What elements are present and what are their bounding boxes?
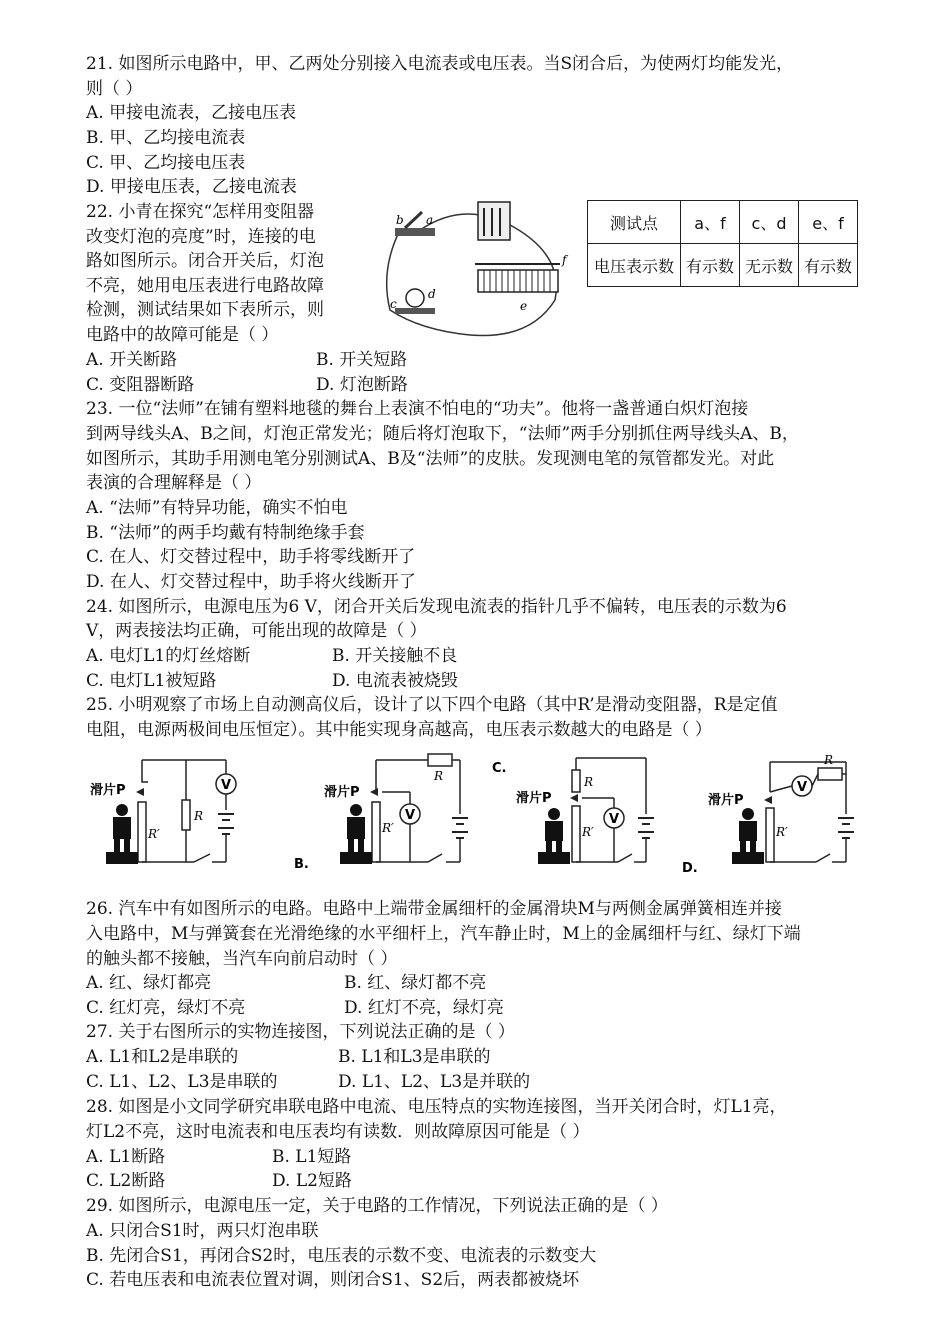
q24-stem-line2: V，两表接法均正确，可能出现的故障是（ ）	[86, 621, 427, 641]
q24-option-b: B. 开关接触不良	[332, 646, 458, 666]
table-cell: 有示数	[799, 244, 858, 287]
q29-stem-line1: 29. 如图所示，电源电压一定，关于电路的工作情况，下列说法正确的是（ ）	[86, 1196, 668, 1216]
q26-stem-line1: 26. 汽车中有如图所示的电路。电路中上端带金属细杆的金属滑块M与两侧金属弹簧相连并接	[86, 899, 782, 919]
svg-text:V: V	[797, 780, 808, 795]
q24-option-a: A. 电灯L1的灯丝熔断	[86, 646, 251, 666]
q29-option-c: C. 若电压表和电流表位置对调，则闭合S1、S2后，两表都被烧坏	[86, 1270, 580, 1290]
q28-option-c: C. L2断路	[86, 1171, 166, 1191]
q27-option-b: B. L1和L3是串联的	[338, 1047, 491, 1067]
q22-option-a: A. 开关断路	[86, 350, 178, 370]
svg-text:滑片P: 滑片P	[324, 785, 360, 800]
q23-option-a: A. “法师”有特异功能，确实不怕电	[86, 498, 348, 518]
svg-text:V: V	[405, 808, 416, 823]
q23-option-b: B. “法师”的两手均戴有特制绝缘手套	[86, 523, 365, 543]
q24-stem-line1: 24. 如图所示，电源电压为6 V，闭合开关后发现电流表的指针几乎不偏转，电压表的示数为6	[86, 597, 787, 617]
person-icon	[538, 808, 570, 864]
q28-stem-line1: 28. 如图是小文同学研究串联电路中电流、电压特点的实物连接图，当开关闭合时，灯L1亮，	[86, 1097, 787, 1117]
svg-text:R: R	[194, 809, 204, 823]
person-icon	[732, 808, 764, 864]
q24-option-d: D. 电流表被烧毁	[332, 671, 458, 691]
q25-circuit-c	[486, 752, 676, 872]
svg-text:c: c	[390, 297, 397, 311]
q22-stem-line6: 电路中的故障可能是（ ）	[86, 325, 279, 345]
q28-option-d: D. L2短路	[272, 1171, 352, 1191]
table-cell: 有示数	[681, 244, 740, 287]
q22-option-d: D. 灯泡断路	[316, 375, 408, 395]
q23-stem-line1: 23. 一位“法师”在铺有塑料地毯的舞台上表演不怕电的“功夫”。他将一盏普通白炽灯泡接	[86, 399, 749, 419]
q22-circuit-figure	[360, 190, 580, 340]
q22-option-c: C. 变阻器断路	[86, 375, 195, 395]
q22-stem-line5: 检测，测试结果如下表所示，则	[86, 300, 324, 320]
q25-circuit-d	[676, 752, 866, 876]
q22-test-table	[587, 200, 858, 287]
table-header-cell: 测试点	[588, 201, 681, 244]
table-cell: 无示数	[740, 244, 799, 287]
q21-option-c: C. 甲、乙均接电压表	[86, 153, 246, 173]
svg-text:V: V	[221, 778, 232, 793]
svg-text:B.: B.	[294, 857, 309, 872]
table-cell: 电压表示数	[588, 244, 681, 287]
q26-option-b: B. 红、绿灯都不亮	[344, 973, 487, 993]
q26-option-a: A. 红、绿灯都亮	[86, 973, 212, 993]
q23-stem-line3: 如图所示，其助手用测电笔分别测试A、B及“法师”的皮肤。发现测电笔的氖管都发光。对此	[86, 449, 775, 469]
q28-option-a: A. L1断路	[86, 1147, 166, 1167]
bulb	[406, 289, 424, 307]
q25-circuit-a	[86, 752, 246, 872]
table-header-cell: e、f	[799, 201, 858, 244]
table-header-cell: a、f	[681, 201, 740, 244]
svg-text:a: a	[426, 213, 434, 227]
switch-base	[395, 228, 435, 236]
q22-stem-line1: 22. 小青在探究“怎样用变阻器	[86, 202, 315, 222]
q26-stem-line2: 入电路中，M与弹簧套在光滑绝缘的水平细杆上，汽车静止时，M上的金属细杆与红、绿灯下端	[86, 924, 801, 944]
q23-stem-line2: 到两导线头A、B之间，灯泡正常发光；随后将灯泡取下，“法师”两手分别抓住两导线头A、B，	[86, 424, 799, 444]
svg-text:R: R	[584, 775, 594, 789]
svg-text:e: e	[520, 299, 528, 313]
svg-text:f: f	[562, 253, 567, 267]
q29-option-a: A. 只闭合S1时，两只灯泡串联	[86, 1221, 319, 1241]
svg-text:R′: R′	[776, 825, 788, 839]
q25-stem-line2: 电阻，电源两极间电压恒定）。其中能实现身高越高，电压表示数越大的电路是（ ）	[86, 720, 712, 740]
q22-stem-line3: 路如图所示。闭合开关后，灯泡	[86, 251, 324, 271]
battery	[478, 202, 510, 240]
q22-option-b: B. 开关短路	[316, 350, 408, 370]
table-header-cell: c、d	[740, 201, 799, 244]
q22-stem-line2: 改变灯泡的亮度”时，连接的电	[86, 227, 316, 247]
q22-stem-line4: 不亮，她用电压表进行电路故障	[86, 276, 324, 296]
svg-text:C.: C.	[492, 761, 507, 776]
q21-option-a: A. 甲接电流表，乙接电压表	[86, 103, 297, 123]
svg-text:b: b	[396, 213, 404, 227]
svg-text:R′: R′	[382, 821, 394, 835]
svg-text:D.: D.	[682, 861, 698, 876]
person-icon	[106, 804, 138, 864]
q27-stem-line1: 27. 关于右图所示的实物连接图，下列说法正确的是（ ）	[86, 1022, 515, 1042]
q23-stem-line4: 表演的合理解释是（ ）	[86, 473, 262, 493]
svg-text:R′: R′	[148, 827, 160, 841]
q23-option-d: D. 在人、灯交替过程中，助手将火线断开了	[86, 572, 416, 592]
q21-stem-line1: 21. 如图所示电路中，甲、乙两处分别接入电流表或电压表。当S闭合后，为使两灯均能发光，	[86, 54, 794, 74]
svg-text:滑片P: 滑片P	[708, 793, 744, 808]
q24-option-c: C. 电灯L1被短路	[86, 671, 217, 691]
q27-option-c: C. L1、L2、L3是串联的	[86, 1072, 278, 1092]
person-icon	[340, 804, 372, 864]
q26-option-d: D. 红灯不亮，绿灯亮	[344, 998, 504, 1018]
q25-circuit-b	[290, 752, 500, 872]
q28-stem-line2: 灯L2不亮，这时电流表和电压表均有读数．则故障原因可能是（ ）	[86, 1122, 590, 1142]
q26-stem-line3: 的触头都不接触，当汽车向前启动时（ ）	[86, 949, 398, 969]
svg-text:R: R	[824, 753, 834, 767]
q21-option-d: D. 甲接电压表，乙接电流表	[86, 177, 297, 197]
q26-option-c: C. 红灯亮，绿灯不亮	[86, 998, 246, 1018]
svg-text:d: d	[428, 287, 436, 301]
q25-stem-line1: 25. 小明观察了市场上自动测高仪后，设计了以下四个电路（其中R’是滑动变阻器，R是定值	[86, 695, 778, 715]
q23-option-c: C. 在人、灯交替过程中，助手将零线断开了	[86, 547, 416, 567]
svg-text:V: V	[609, 812, 620, 827]
switch-blade	[405, 212, 422, 228]
svg-text:滑片P: 滑片P	[90, 783, 126, 798]
q29-option-b: B. 先闭合S1，再闭合S2时，电压表的示数不变、电流表的示数变大	[86, 1246, 597, 1266]
svg-text:R: R	[434, 769, 444, 783]
q21-option-b: B. 甲、乙均接电流表	[86, 128, 246, 148]
q27-option-a: A. L1和L2是串联的	[86, 1047, 239, 1067]
q28-option-b: B. L1短路	[272, 1147, 352, 1167]
q27-option-d: D. L1、L2、L3是并联的	[338, 1072, 531, 1092]
svg-text:R′: R′	[582, 825, 594, 839]
svg-text:滑片P: 滑片P	[516, 791, 552, 806]
q21-stem-line2: 则（ ）	[86, 79, 143, 99]
